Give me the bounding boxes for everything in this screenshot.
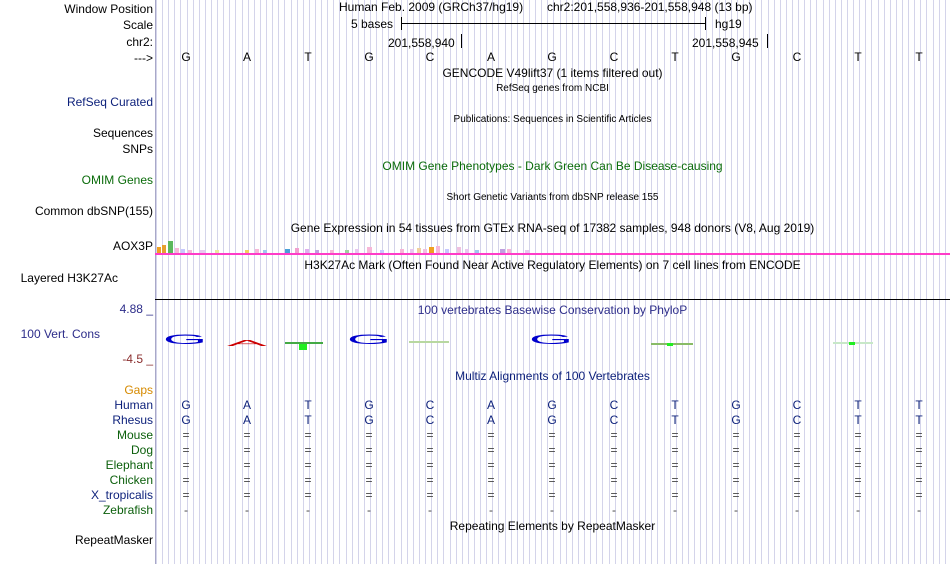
gtex-bar [295, 248, 299, 253]
assembly-text: Human Feb. 2009 (GRCh37/hg19) [339, 0, 524, 14]
species-label[interactable]: Zebrafish [102, 503, 153, 517]
gtex-bar [429, 247, 434, 253]
phylop-max-label: 4.88 _ [119, 302, 153, 316]
alignment-cell: = [182, 428, 190, 442]
alignment-cell: - [428, 503, 432, 517]
alignment-cell: - [184, 503, 188, 517]
alignment-cell: C [792, 413, 802, 427]
chrom-label: chr2: [126, 35, 153, 49]
gtex-bar [355, 249, 359, 253]
alignment-cell: G [731, 398, 741, 412]
alignment-cell: = [793, 473, 801, 487]
scale-bar-right-tick [705, 17, 706, 30]
alignment-cell: T [304, 398, 312, 412]
alignment-cell: T [671, 398, 679, 412]
phylop-bar [667, 343, 673, 346]
alignment-cell: - [856, 503, 860, 517]
alignment-cell: = [548, 443, 556, 457]
alignment-cell: = [243, 443, 251, 457]
alignment-cell: G [547, 398, 557, 412]
repeatmasker-title[interactable]: Repeating Elements by RepeatMasker [449, 519, 656, 533]
gtex-bar [245, 250, 249, 253]
alignment-cell: = [548, 488, 556, 502]
alignment-cell: - [489, 503, 493, 517]
base-letter: T [854, 50, 862, 64]
scale-label: Scale [122, 18, 153, 32]
gtex-bar [417, 248, 421, 253]
alignment-cell: = [365, 443, 373, 457]
base-letter: T [671, 50, 679, 64]
base-letter: G [181, 50, 191, 64]
alignment-cell: - [245, 503, 249, 517]
alignment-cell: - [367, 503, 371, 517]
alignment-cell: = [610, 488, 618, 502]
alignment-cell: = [182, 488, 190, 502]
scale-bar [401, 23, 706, 24]
alignment-cell: C [792, 398, 802, 412]
gtex-bar [507, 249, 511, 253]
alignment-cell: = [610, 473, 618, 487]
phylop-bar [849, 342, 855, 345]
phylop-glyph: A [227, 339, 272, 348]
scale-bar-left-tick [401, 17, 402, 30]
dbsnp-title[interactable]: Short Genetic Variants from dbSNP release 155 [446, 192, 659, 203]
alignment-cell: - [917, 503, 921, 517]
alignment-cell: G [364, 398, 374, 412]
alignment-cell: T [671, 413, 679, 427]
gtex-bar [305, 249, 309, 253]
gtex-bars[interactable] [155, 238, 950, 256]
alignment-cell: C [425, 413, 435, 427]
alignment-cell: = [854, 473, 862, 487]
alignment-cell: = [365, 458, 373, 472]
h3k27ac-label[interactable]: Layered H3K27Ac [20, 271, 118, 285]
omim-title[interactable]: OMIM Gene Phenotypes - Dark Green Can Be Disease-causing [382, 159, 723, 173]
alignment-cell: = [854, 458, 862, 472]
gtex-bar [400, 249, 404, 253]
alignment-cell: = [487, 443, 495, 457]
alignment-cell: = [732, 473, 740, 487]
coord-1-tick [461, 34, 462, 48]
alignment-cell: T [915, 413, 923, 427]
gtex-bar [345, 250, 349, 253]
alignment-cell: T [915, 398, 923, 412]
phylop-glyph: G [347, 331, 391, 347]
alignment-cell: A [242, 398, 251, 412]
gtex-bar [181, 249, 185, 253]
alignment-cell: = [487, 488, 495, 502]
phylop-glyph: G [529, 331, 573, 347]
gtex-baseline [155, 253, 950, 255]
alignment-cell: = [671, 428, 679, 442]
alignment-cell: = [671, 473, 679, 487]
gtex-bar [525, 250, 529, 253]
alignment-cell: = [548, 473, 556, 487]
alignment-cell: C [609, 413, 619, 427]
gtex-bar [410, 249, 414, 253]
gtex-bar [157, 247, 161, 253]
phylop-bar [285, 342, 323, 344]
scale-bases: 5 bases [351, 17, 394, 31]
gtex-bar [263, 250, 267, 253]
alignment-cell: = [243, 473, 251, 487]
alignment-cell: = [610, 458, 618, 472]
alignment-cell: = [671, 443, 679, 457]
alignment-cell: T [304, 413, 312, 427]
gtex-bar [330, 250, 334, 253]
refseq-title[interactable]: RefSeq genes from NCBI [496, 83, 609, 94]
alignment-cell: = [793, 428, 801, 442]
gtex-bar [436, 246, 440, 253]
alignment-cell: = [365, 473, 373, 487]
repeatmasker-label[interactable]: RepeatMasker [74, 533, 153, 547]
gtex-bar [457, 247, 461, 253]
alignment-cell: = [671, 458, 679, 472]
gtex-bar [445, 249, 449, 253]
gtex-bar [367, 247, 372, 253]
alignment-cell: = [182, 443, 190, 457]
alignment-cell: G [731, 413, 741, 427]
gencode-title[interactable]: GENCODE V49lift37 (1 items filtered out) [442, 66, 663, 80]
alignment-cell: = [365, 488, 373, 502]
gtex-title[interactable]: Gene Expression in 54 tissues from GTEx RNA-seq of 17382 samples, 948 donors (V8, Aug 2019) [290, 221, 815, 235]
alignment-cell: = [487, 473, 495, 487]
h3k27ac-title[interactable]: H3K27Ac Mark (Often Found Near Active Regulatory Elements) on 7 cell lines from ENCODE [304, 258, 801, 272]
alignment-cell: = [365, 428, 373, 442]
alignment-cell: = [732, 488, 740, 502]
alignment-cell: = [915, 473, 923, 487]
alignment-cell: = [426, 473, 434, 487]
alignment-cell: = [426, 443, 434, 457]
species-label[interactable]: Chicken [109, 473, 153, 487]
gtex-bar [162, 245, 166, 253]
base-letter: G [731, 50, 741, 64]
pubs-title[interactable]: Publications: Sequences in Scientific Articles [453, 114, 652, 125]
gtex-bar [255, 249, 259, 253]
alignment-cell: = [304, 488, 312, 502]
gtex-label[interactable]: AOX3P [112, 239, 153, 253]
gtex-bar [475, 250, 479, 253]
alignment-cell: = [304, 473, 312, 487]
omim-label[interactable]: OMIM Genes [81, 173, 153, 187]
alignment-cell: T [854, 398, 862, 412]
alignment-cell: = [243, 458, 251, 472]
alignment-cell: = [793, 488, 801, 502]
gtex-bar [315, 250, 319, 253]
alignment-cell: A [242, 413, 251, 427]
alignment-cell: = [426, 488, 434, 502]
gtex-bar [200, 250, 205, 253]
base-letter: A [486, 50, 495, 64]
species-label[interactable]: Elephant [105, 458, 153, 472]
alignment-cell: = [304, 458, 312, 472]
alignment-cell: = [487, 428, 495, 442]
h3k27ac-baseline [155, 299, 950, 300]
species-label[interactable]: Rhesus [112, 413, 153, 427]
alignment-cell: - [673, 503, 677, 517]
alignment-cell: = [732, 458, 740, 472]
alignment-cell: - [795, 503, 799, 517]
alignment-cell: = [426, 428, 434, 442]
alignment-cell: = [487, 458, 495, 472]
alignment-cell: = [243, 488, 251, 502]
gtex-bar [285, 249, 290, 253]
alignment-cell: = [915, 458, 923, 472]
alignment-cell: = [854, 488, 862, 502]
alignment-cell: G [181, 398, 191, 412]
alignment-cell: A [486, 413, 495, 427]
position-text: chr2:201,558,936-201,558,948 (13 bp) [547, 0, 753, 14]
alignment-cell: = [854, 428, 862, 442]
alignment-cell: - [306, 503, 310, 517]
alignment-cell: = [182, 473, 190, 487]
alignment-cell: = [548, 428, 556, 442]
species-label[interactable]: Dog [130, 443, 153, 457]
strand-label: ---> [134, 51, 153, 65]
alignment-cell: - [734, 503, 738, 517]
alignment-cell: - [612, 503, 616, 517]
phylop-bar [409, 341, 449, 343]
alignment-cell: = [426, 458, 434, 472]
multiz-title[interactable]: Multiz Alignments of 100 Vertebrates [455, 369, 650, 383]
base-letter: G [547, 50, 557, 64]
coord-2-tick [767, 34, 768, 48]
gtex-bar [465, 249, 469, 253]
sequences-label[interactable]: Sequences [92, 126, 153, 140]
species-label[interactable]: Mouse [116, 428, 153, 442]
alignment-cell: = [915, 443, 923, 457]
base-letter: A [242, 50, 251, 64]
species-label[interactable]: X_tropicalis [90, 488, 153, 502]
base-letter: G [364, 50, 374, 64]
alignment-cell: = [548, 458, 556, 472]
alignment-cell: = [182, 458, 190, 472]
alignment-cell: A [486, 398, 495, 412]
alignment-cell: C [609, 398, 619, 412]
alignment-cell: = [915, 488, 923, 502]
gtex-bar [423, 249, 427, 253]
alignment-cell: = [243, 428, 251, 442]
alignment-cell: = [732, 443, 740, 457]
alignment-cell: T [854, 413, 862, 427]
gtex-bar [168, 241, 173, 253]
base-letter: C [425, 50, 435, 64]
alignment-cell: = [671, 488, 679, 502]
alignment-cell: = [732, 428, 740, 442]
base-letter: T [915, 50, 923, 64]
alignment-cell: = [610, 428, 618, 442]
gtex-bar [215, 250, 219, 253]
alignment-cell: G [181, 413, 191, 427]
gaps-label[interactable]: Gaps [124, 383, 153, 397]
phylop-label[interactable]: 100 Vert. Cons [20, 327, 100, 341]
species-label[interactable]: Human [114, 398, 153, 412]
base-letter: C [609, 50, 619, 64]
refseq-label[interactable]: RefSeq Curated [66, 95, 153, 109]
phylop-glyph: G [163, 331, 207, 347]
alignment-cell: G [364, 413, 374, 427]
window-position-label: Window Position [64, 2, 153, 16]
alignment-cell: = [915, 428, 923, 442]
phylop-bar [299, 344, 307, 350]
dbsnp-label[interactable]: Common dbSNP(155) [34, 204, 153, 218]
coord-1: 201,558,940 [388, 36, 455, 50]
snps-label[interactable]: SNPs [122, 142, 153, 156]
base-letter: C [792, 50, 802, 64]
phylop-title[interactable]: 100 vertebrates Basewise Conservation by PhyloP [417, 303, 688, 317]
gtex-bar [175, 248, 179, 253]
phylop-min-label: -4.5 _ [122, 352, 153, 366]
alignment-cell: G [547, 413, 557, 427]
alignment-cell: = [854, 443, 862, 457]
gtex-bar [380, 250, 384, 253]
alignment-cell: = [610, 443, 618, 457]
phylop-track[interactable] [155, 330, 950, 354]
alignment-cell: C [425, 398, 435, 412]
alignment-cell: = [304, 443, 312, 457]
gtex-bar [188, 250, 192, 253]
scale-build: hg19 [715, 17, 742, 31]
base-letter: T [304, 50, 312, 64]
alignment-cell: = [793, 458, 801, 472]
alignment-cell: = [793, 443, 801, 457]
alignment-cell: - [550, 503, 554, 517]
gtex-bar [500, 249, 505, 253]
alignment-cell: = [304, 428, 312, 442]
coord-2: 201,558,945 [692, 36, 759, 50]
